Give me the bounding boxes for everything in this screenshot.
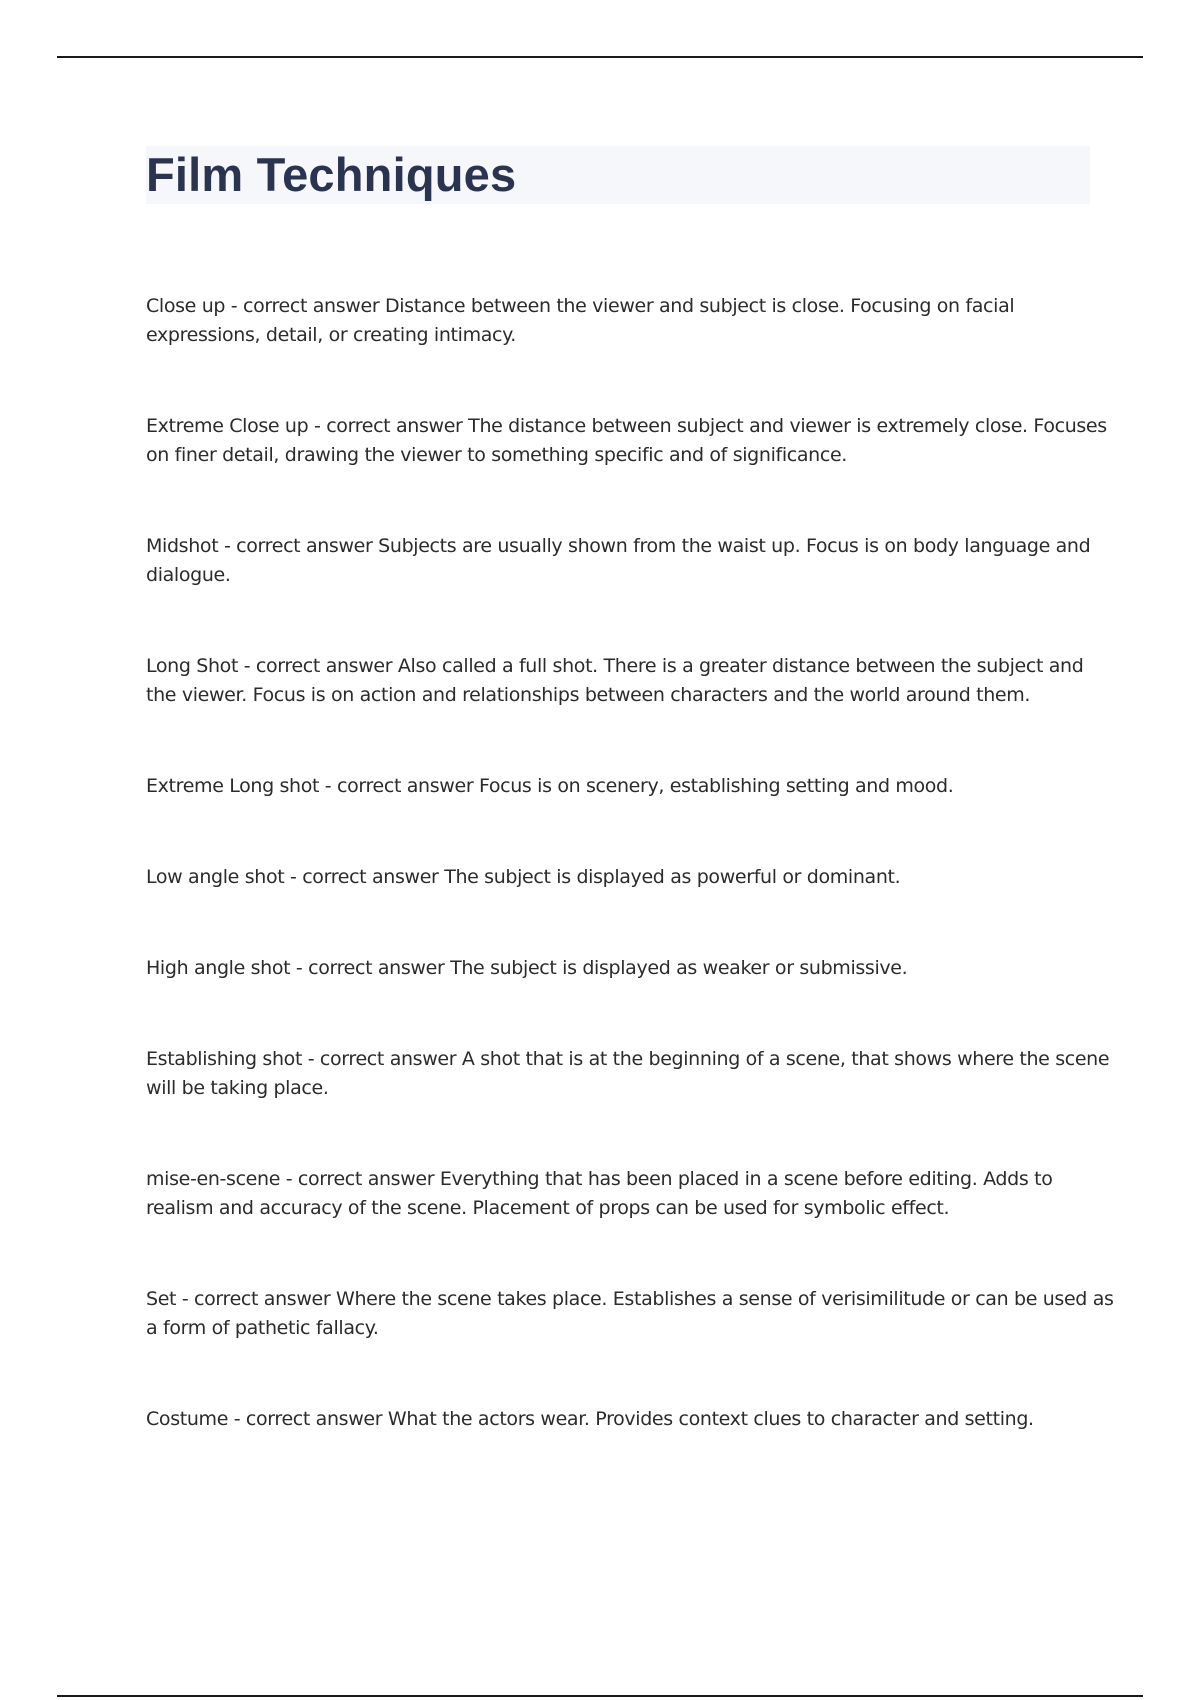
entry-high-angle-shot — [146, 954, 1090, 983]
entry-close-up — [146, 292, 1090, 350]
entry-line: Long Shot - correct answer Also called a full shot. There is a greater distance between the subject and — [146, 655, 1084, 677]
entry-line: dialogue. — [146, 564, 231, 586]
entry-line: realism and accuracy of the scene. Placement of props can be used for symbolic effect. — [146, 1197, 950, 1219]
entry-line: expressions, detail, or creating intimacy. — [146, 324, 516, 346]
entry-line: Midshot - correct answer Subjects are usually shown from the waist up. Focus is on body language and — [146, 535, 1091, 557]
entry-mise-en-scene — [146, 1165, 1090, 1223]
entry-extreme-close-up — [146, 412, 1107, 470]
entry-line: will be taking place. — [146, 1077, 329, 1099]
entry-line: mise-en-scene - correct answer Everything that has been placed in a scene before editing. Adds to — [146, 1168, 1053, 1190]
entry-line: High angle shot - correct answer The subject is displayed as weaker or submissive. — [146, 957, 908, 979]
entry-long-shot — [146, 652, 1090, 710]
entry-set — [146, 1285, 1114, 1343]
entry-line: Set - correct answer Where the scene takes place. Establishes a sense of verisimilitude or can be used as — [146, 1288, 1114, 1310]
entry-line: Extreme Long shot - correct answer Focus is on scenery, establishing setting and mood. — [146, 775, 954, 797]
flashcard-list — [146, 292, 1114, 1496]
entry-line: Costume - correct answer What the actors wear. Provides context clues to character and setting. — [146, 1408, 1034, 1430]
entry-line: a form of pathetic fallacy. — [146, 1317, 379, 1339]
bottom-rule — [57, 1695, 1143, 1697]
entry-costume — [146, 1405, 1090, 1434]
top-rule — [57, 56, 1143, 58]
entry-line: Extreme Close up - correct answer The distance between subject and viewer is extremely close. Focuses — [146, 415, 1107, 437]
entry-extreme-long-shot — [146, 772, 1090, 801]
page-title: Film Techniques — [146, 148, 517, 201]
entry-midshot — [146, 532, 1090, 590]
entry-line: on finer detail, drawing the viewer to something specific and of significance. — [146, 444, 847, 466]
entry-line: Establishing shot - correct answer A shot that is at the beginning of a scene, that shows where the scene — [146, 1048, 1110, 1070]
entry-line: Low angle shot - correct answer The subject is displayed as powerful or dominant. — [146, 866, 901, 888]
entry-low-angle-shot — [146, 863, 1090, 892]
entry-line: Close up - correct answer Distance between the viewer and subject is close. Focusing on facial — [146, 295, 1015, 317]
entry-establishing-shot — [146, 1045, 1110, 1103]
entry-line: the viewer. Focus is on action and relationships between characters and the world around them. — [146, 684, 1031, 706]
